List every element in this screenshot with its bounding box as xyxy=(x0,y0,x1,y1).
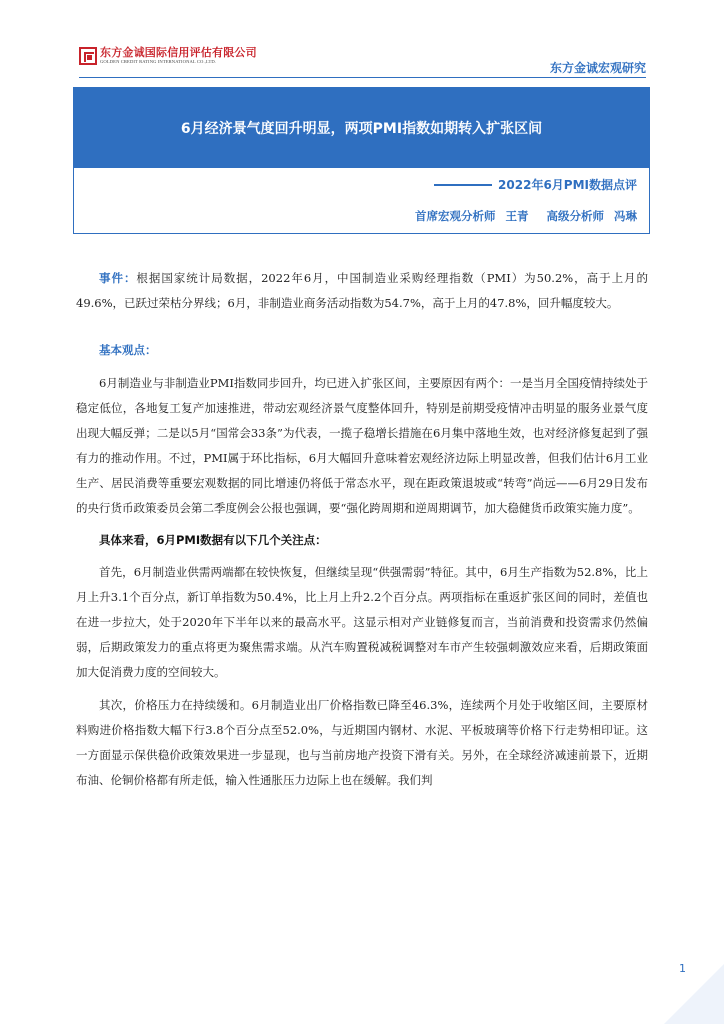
title-box xyxy=(73,87,650,234)
report-subtitle xyxy=(434,176,637,193)
event-paragraph xyxy=(76,266,648,316)
title-bar xyxy=(74,88,649,168)
company-name-en: GOLDEN CREDIT RATING INTERNATIONAL CO.,LTD. xyxy=(100,59,217,64)
subtitle-dash xyxy=(434,184,492,186)
header-divider xyxy=(79,77,646,78)
views-heading: 基本观点： xyxy=(99,343,157,357)
company-logo xyxy=(79,46,257,65)
report-title: 6月经济景气度回升明显，两项PMI指数如期转入扩张区间 xyxy=(180,121,543,137)
logo-text xyxy=(100,46,257,65)
focus-heading: 具体来看，6月PMI数据有以下几个关注点： xyxy=(99,533,327,547)
series-name: 东方金诚宏观研究 xyxy=(549,61,646,75)
author-role: 首席宏观分析师 xyxy=(414,209,496,223)
views-paragraph: 6月制造业与非制造业PMI指数同步回升，均已进入扩张区间，主要原因有两个：一是当月全国疫情持续处于稳定低位，各地复工复产加速推进，带动宏观经济景气度整体回升，特别是前期受疫情冲击明显的服务业景气度出现大幅反弹；二是以5月“国常会33条”为代表，一揽子稳增长措施在6月集中落地生效，也对经济修复起到了强有力的推动作用。不过，PMI属于环比指标，6月大幅回升意味着宏观经济边际上明显改善，但我们估计6月工业生产、居民消费等重要宏观数据的同比增速仍将低于常态水平，现在距政策退坡或“转弯”尚远——6月29日发布的央行货币政策委员会第二季度例会公报也强调，要“强化跨周期和逆周期调节，加大稳健货币政策实施力度”。 xyxy=(76,376,648,515)
subtitle-text: 2022年6月PMI数据点评 xyxy=(498,178,637,192)
paragraph-2: 其次，价格压力在持续缓和。6月制造业出厂价格指数已降至46.3%，连续两个月处于收缩区间，主要原材料购进价格指数大幅下行3.8个百分点至52.0%，与近期国内钢材、水泥、平板玻璃等价格下行走势相印证。这一方面显示保供稳价政策效果进一步显现，也与当前房地产投资下滑有关。另外，在全球经济减速前景下，近期布油、伦铜价格都有所走低，输入性通胀压力边际上也在缓解。我们判 xyxy=(76,698,648,787)
authors xyxy=(403,208,637,224)
page-corner-decoration xyxy=(664,964,724,1024)
author-name: 王青 xyxy=(505,209,529,223)
page-header xyxy=(0,0,724,82)
event-text: 根据国家统计局数据，2022年6月，中国制造业采购经理指数（PMI）为50.2%，高于上月的49.6%，已跃过荣枯分界线；6月，非制造业商务活动指数为54.7%，高于上月的47.8%，回升幅度较大。 xyxy=(76,271,649,310)
author-role: 高级分析师 xyxy=(546,209,604,223)
event-label: 事件： xyxy=(99,271,137,285)
company-name-cn: 东方金诚国际信用评估有限公司 xyxy=(100,46,257,59)
paragraph-1: 首先，6月制造业供需两端都在较快恢复，但继续呈现“供强需弱”特征。其中，6月生产指数为52.8%，比上月上升3.1个百分点，新订单指数为50.4%，比上月上升2.2个百分点。两项指标在重返扩张区间的同时，差值也在进一步拉大，处于2020年下半年以来的最高水平。这显示相对产业链修复而言，当前消费和投资需求仍然偏弱，后期政策发力的重点将更为聚焦需求端。从汽车购置税减税调整对车市产生较强刺激效应来看，后期政策面加大促消费力度的空间较大。 xyxy=(76,565,648,679)
logo-mark-icon xyxy=(79,47,97,65)
report-body xyxy=(76,266,648,793)
author-name: 冯琳 xyxy=(614,209,637,223)
page-number: 1 xyxy=(679,962,686,975)
